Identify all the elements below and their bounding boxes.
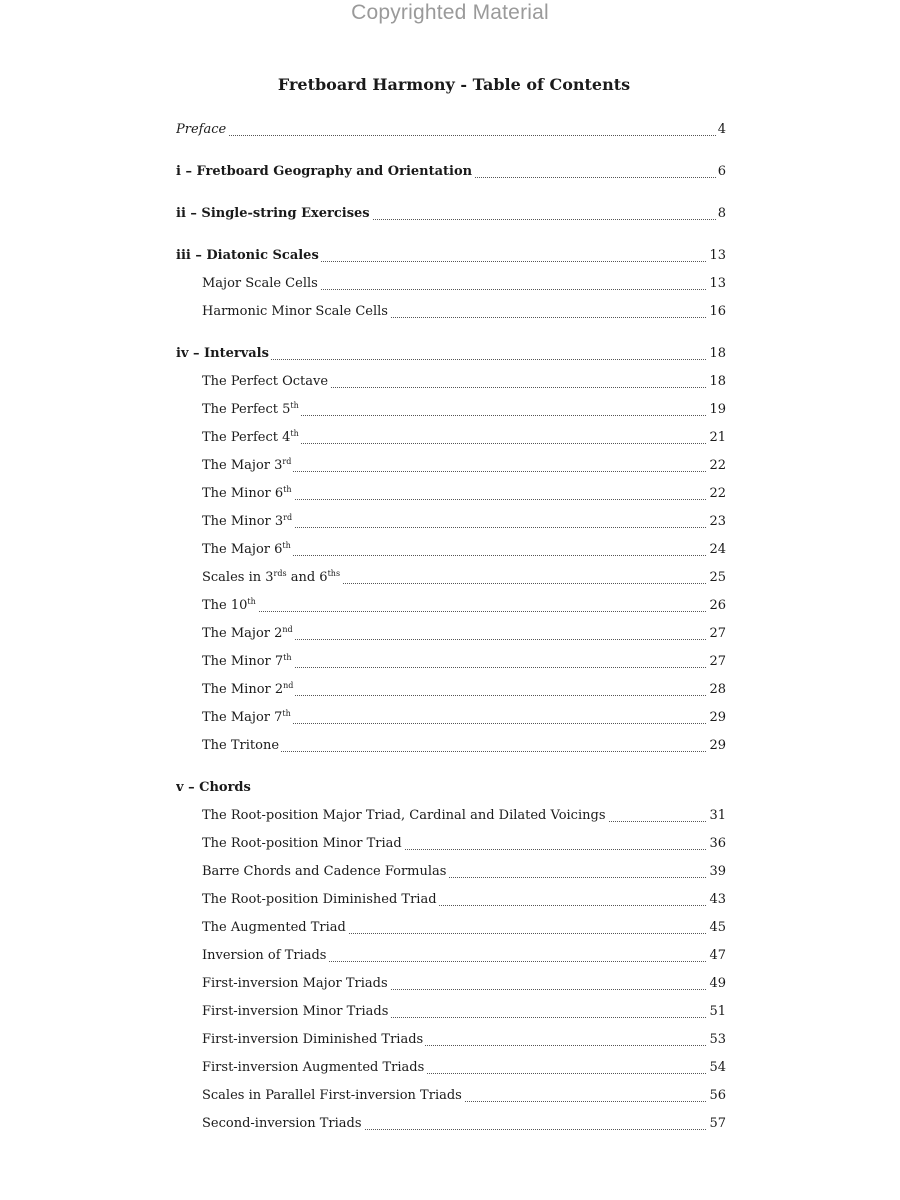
toc-entry-text: The Perfect 4 (202, 430, 291, 445)
toc-page-number: 21 (707, 424, 726, 452)
toc-page-number: 19 (707, 396, 726, 424)
toc-entry-text: The Root-position Diminished Triad (202, 892, 437, 907)
toc-entry-text: Scales in Parallel First-inversion Triads (202, 1088, 462, 1103)
toc-entry-text: The Major 7 (202, 710, 283, 725)
toc-entry-text: The Minor 7 (202, 654, 284, 669)
toc-entry-text: First-inversion Augmented Triads (202, 1060, 425, 1075)
toc-entry-title (202, 1082, 464, 1110)
toc-page-number: 36 (707, 830, 726, 858)
toc-page-number: 25 (707, 564, 726, 592)
toc-page-number: 26 (707, 592, 726, 620)
toc-subentry[interactable] (176, 396, 726, 424)
toc-section-entry[interactable] (176, 116, 726, 144)
toc-entry-title (176, 340, 271, 368)
toc-entry-text: The Augmented Triad (202, 920, 346, 935)
toc-entry-text: The Root-position Minor Triad (202, 836, 402, 851)
toc-entry-text: Preface (176, 122, 227, 137)
toc-entry-title (202, 1026, 425, 1054)
toc-subentry[interactable] (176, 830, 726, 858)
toc-subentry[interactable] (176, 704, 726, 732)
toc-page-number: 18 (707, 368, 726, 396)
toc-entry-text: The Tritone (202, 738, 280, 753)
toc-entry-title (202, 564, 342, 592)
ordinal-suffix: rd (283, 513, 293, 522)
toc-subentry[interactable] (176, 592, 726, 620)
toc-entry-text: The Minor 2 (202, 682, 284, 697)
toc-subentry[interactable] (176, 858, 726, 886)
toc-subentry[interactable] (176, 270, 726, 298)
toc-entry-text: The Minor 6 (202, 486, 284, 501)
toc-page-number: 39 (707, 858, 726, 886)
ordinal-suffix: rds (273, 569, 287, 578)
toc-entry-title (176, 116, 228, 144)
toc-entry-title (202, 970, 390, 998)
toc-page-number: 56 (707, 1082, 726, 1110)
toc-subentry[interactable] (176, 802, 726, 830)
toc-entry-title (202, 676, 295, 704)
toc-entry-title (202, 998, 390, 1026)
toc-page-number: 27 (707, 620, 726, 648)
toc-entry-text: Major Scale Cells (202, 276, 318, 291)
toc-entry-title (176, 200, 372, 228)
ordinal-suffix: th (290, 429, 299, 438)
toc-page-number: 16 (707, 298, 726, 326)
toc-page-number: 22 (707, 480, 726, 508)
toc-subentry[interactable] (176, 914, 726, 942)
toc-entry-title (202, 592, 258, 620)
toc-page-number: 4 (716, 116, 726, 144)
toc-entry-text: Harmonic Minor Scale Cells (202, 304, 388, 319)
toc-subentry[interactable] (176, 942, 726, 970)
toc-page-number: 22 (707, 452, 726, 480)
toc-page-number: 47 (707, 942, 726, 970)
toc-entry-text: Scales in 3 (202, 570, 274, 585)
ordinal-suffix: nd (283, 681, 294, 690)
copyright-watermark: Copyrighted Material (351, 1, 549, 24)
toc-entry-title (202, 536, 293, 564)
toc-page-number: 29 (707, 732, 726, 760)
ordinal-suffix: th (282, 709, 291, 718)
toc-page-number: 13 (707, 242, 726, 270)
toc-entry-title (202, 802, 608, 830)
toc-page-number: 57 (707, 1110, 726, 1138)
toc-entry-text: iv – Intervals (176, 346, 269, 361)
toc-subentry[interactable] (176, 1054, 726, 1082)
toc-subentry[interactable] (176, 508, 726, 536)
toc-entry-title (202, 480, 294, 508)
toc-entry-text: iii – Diatonic Scales (176, 248, 319, 263)
toc-subentry[interactable] (176, 1110, 726, 1138)
toc-entry-title (176, 158, 474, 186)
toc-subentry[interactable] (176, 536, 726, 564)
toc-section-entry[interactable] (176, 200, 726, 228)
toc-entry-title (202, 1054, 426, 1082)
toc-entry-text: The Perfect 5 (202, 402, 291, 417)
ordinal-suffix: ths (327, 569, 341, 578)
toc-subentry[interactable] (176, 648, 726, 676)
toc-entry-title (202, 886, 439, 914)
toc-section-entry[interactable] (176, 340, 726, 368)
ordinal-suffix: nd (282, 625, 293, 634)
toc-section-entry[interactable] (176, 774, 726, 802)
toc-page-number: 43 (707, 886, 726, 914)
toc-entry-title (202, 368, 330, 396)
toc-page-number: 49 (707, 970, 726, 998)
dot-leader (176, 135, 726, 136)
toc-page-number: 45 (707, 914, 726, 942)
toc-entry-title (202, 298, 390, 326)
toc-entry-title (202, 648, 294, 676)
toc-page-number: 13 (707, 270, 726, 298)
toc-page-number: 24 (707, 536, 726, 564)
toc-subentry[interactable] (176, 1026, 726, 1054)
toc-subentry[interactable] (176, 452, 726, 480)
toc-entry-title (202, 270, 320, 298)
toc-page-number: 28 (707, 676, 726, 704)
toc-entry-text: Second-inversion Triads (202, 1116, 362, 1131)
toc-entry-text: The Major 3 (202, 458, 283, 473)
toc-page-number: 18 (707, 340, 726, 368)
toc-entry-text: First-inversion Major Triads (202, 976, 388, 991)
toc-page-number: 51 (707, 998, 726, 1026)
toc-entry-title (202, 704, 293, 732)
toc-page-number: 54 (707, 1054, 726, 1082)
toc-entry-title (202, 1110, 364, 1138)
toc-entry-title (202, 858, 448, 886)
ordinal-suffix: th (247, 597, 256, 606)
toc-subentry[interactable] (176, 620, 726, 648)
ordinal-suffix: rd (282, 457, 292, 466)
toc-entry-title (202, 396, 301, 424)
toc-entry-title (202, 914, 348, 942)
toc-entry-text: i – Fretboard Geography and Orientation (176, 164, 473, 179)
toc-entry-title (176, 242, 321, 270)
toc-entry-text: First-inversion Minor Triads (202, 1004, 389, 1019)
toc-entry-text: The 10 (202, 598, 248, 613)
toc-page-number: 53 (707, 1026, 726, 1054)
toc-list (176, 116, 726, 1138)
toc-entry-text: Inversion of Triads (202, 948, 327, 963)
toc-entry-text: ii – Single-string Exercises (176, 206, 370, 221)
toc-entry-title (202, 508, 294, 536)
toc-page-number: 31 (707, 802, 726, 830)
toc-entry-title (202, 424, 301, 452)
toc-entry-text: The Major 2 (202, 626, 283, 641)
toc-entry-text: The Root-position Major Triad, Cardinal and Dilated Voicings (202, 808, 606, 823)
toc-entry-title (202, 732, 281, 760)
toc-subentry[interactable] (176, 1082, 726, 1110)
toc-subentry[interactable] (176, 368, 726, 396)
toc-entry-title (202, 452, 293, 480)
page-title: Fretboard Harmony - Table of Contents (277, 75, 631, 94)
toc-subentry[interactable] (176, 298, 726, 326)
toc-section-entry[interactable] (176, 158, 726, 186)
toc-subentry[interactable] (176, 424, 726, 452)
toc-entry-title (176, 774, 253, 802)
toc-entry-text: The Major 6 (202, 542, 283, 557)
toc-subentry[interactable] (176, 998, 726, 1026)
toc-subentry[interactable] (176, 480, 726, 508)
toc-subentry[interactable] (176, 970, 726, 998)
toc-subentry[interactable] (176, 886, 726, 914)
toc-page-number: 8 (716, 200, 726, 228)
toc-page-number: 6 (716, 158, 726, 186)
dot-leader (202, 611, 726, 612)
toc-entry-title (202, 942, 328, 970)
ordinal-suffix: th (283, 653, 292, 662)
toc-entry-text: Barre Chords and Cadence Formulas (202, 864, 447, 879)
toc-entry-title (202, 620, 295, 648)
toc-subentry[interactable] (176, 564, 726, 592)
toc-entry-text: v – Chords (176, 780, 251, 795)
toc-entry-text: The Minor 3 (202, 514, 284, 529)
ordinal-suffix: th (290, 401, 299, 410)
toc-page-number: 29 (707, 704, 726, 732)
toc-entry-text: and 6 (286, 570, 328, 585)
toc-entry-title (202, 830, 404, 858)
toc-entry-text: First-inversion Diminished Triads (202, 1032, 424, 1047)
toc-entry-text: The Perfect Octave (202, 374, 329, 389)
toc-section-entry[interactable] (176, 242, 726, 270)
ordinal-suffix: th (282, 541, 291, 550)
toc-subentry[interactable] (176, 676, 726, 704)
toc-subentry[interactable] (176, 732, 726, 760)
toc-page-number: 23 (707, 508, 726, 536)
ordinal-suffix: th (283, 485, 292, 494)
toc-page-number: 27 (707, 648, 726, 676)
